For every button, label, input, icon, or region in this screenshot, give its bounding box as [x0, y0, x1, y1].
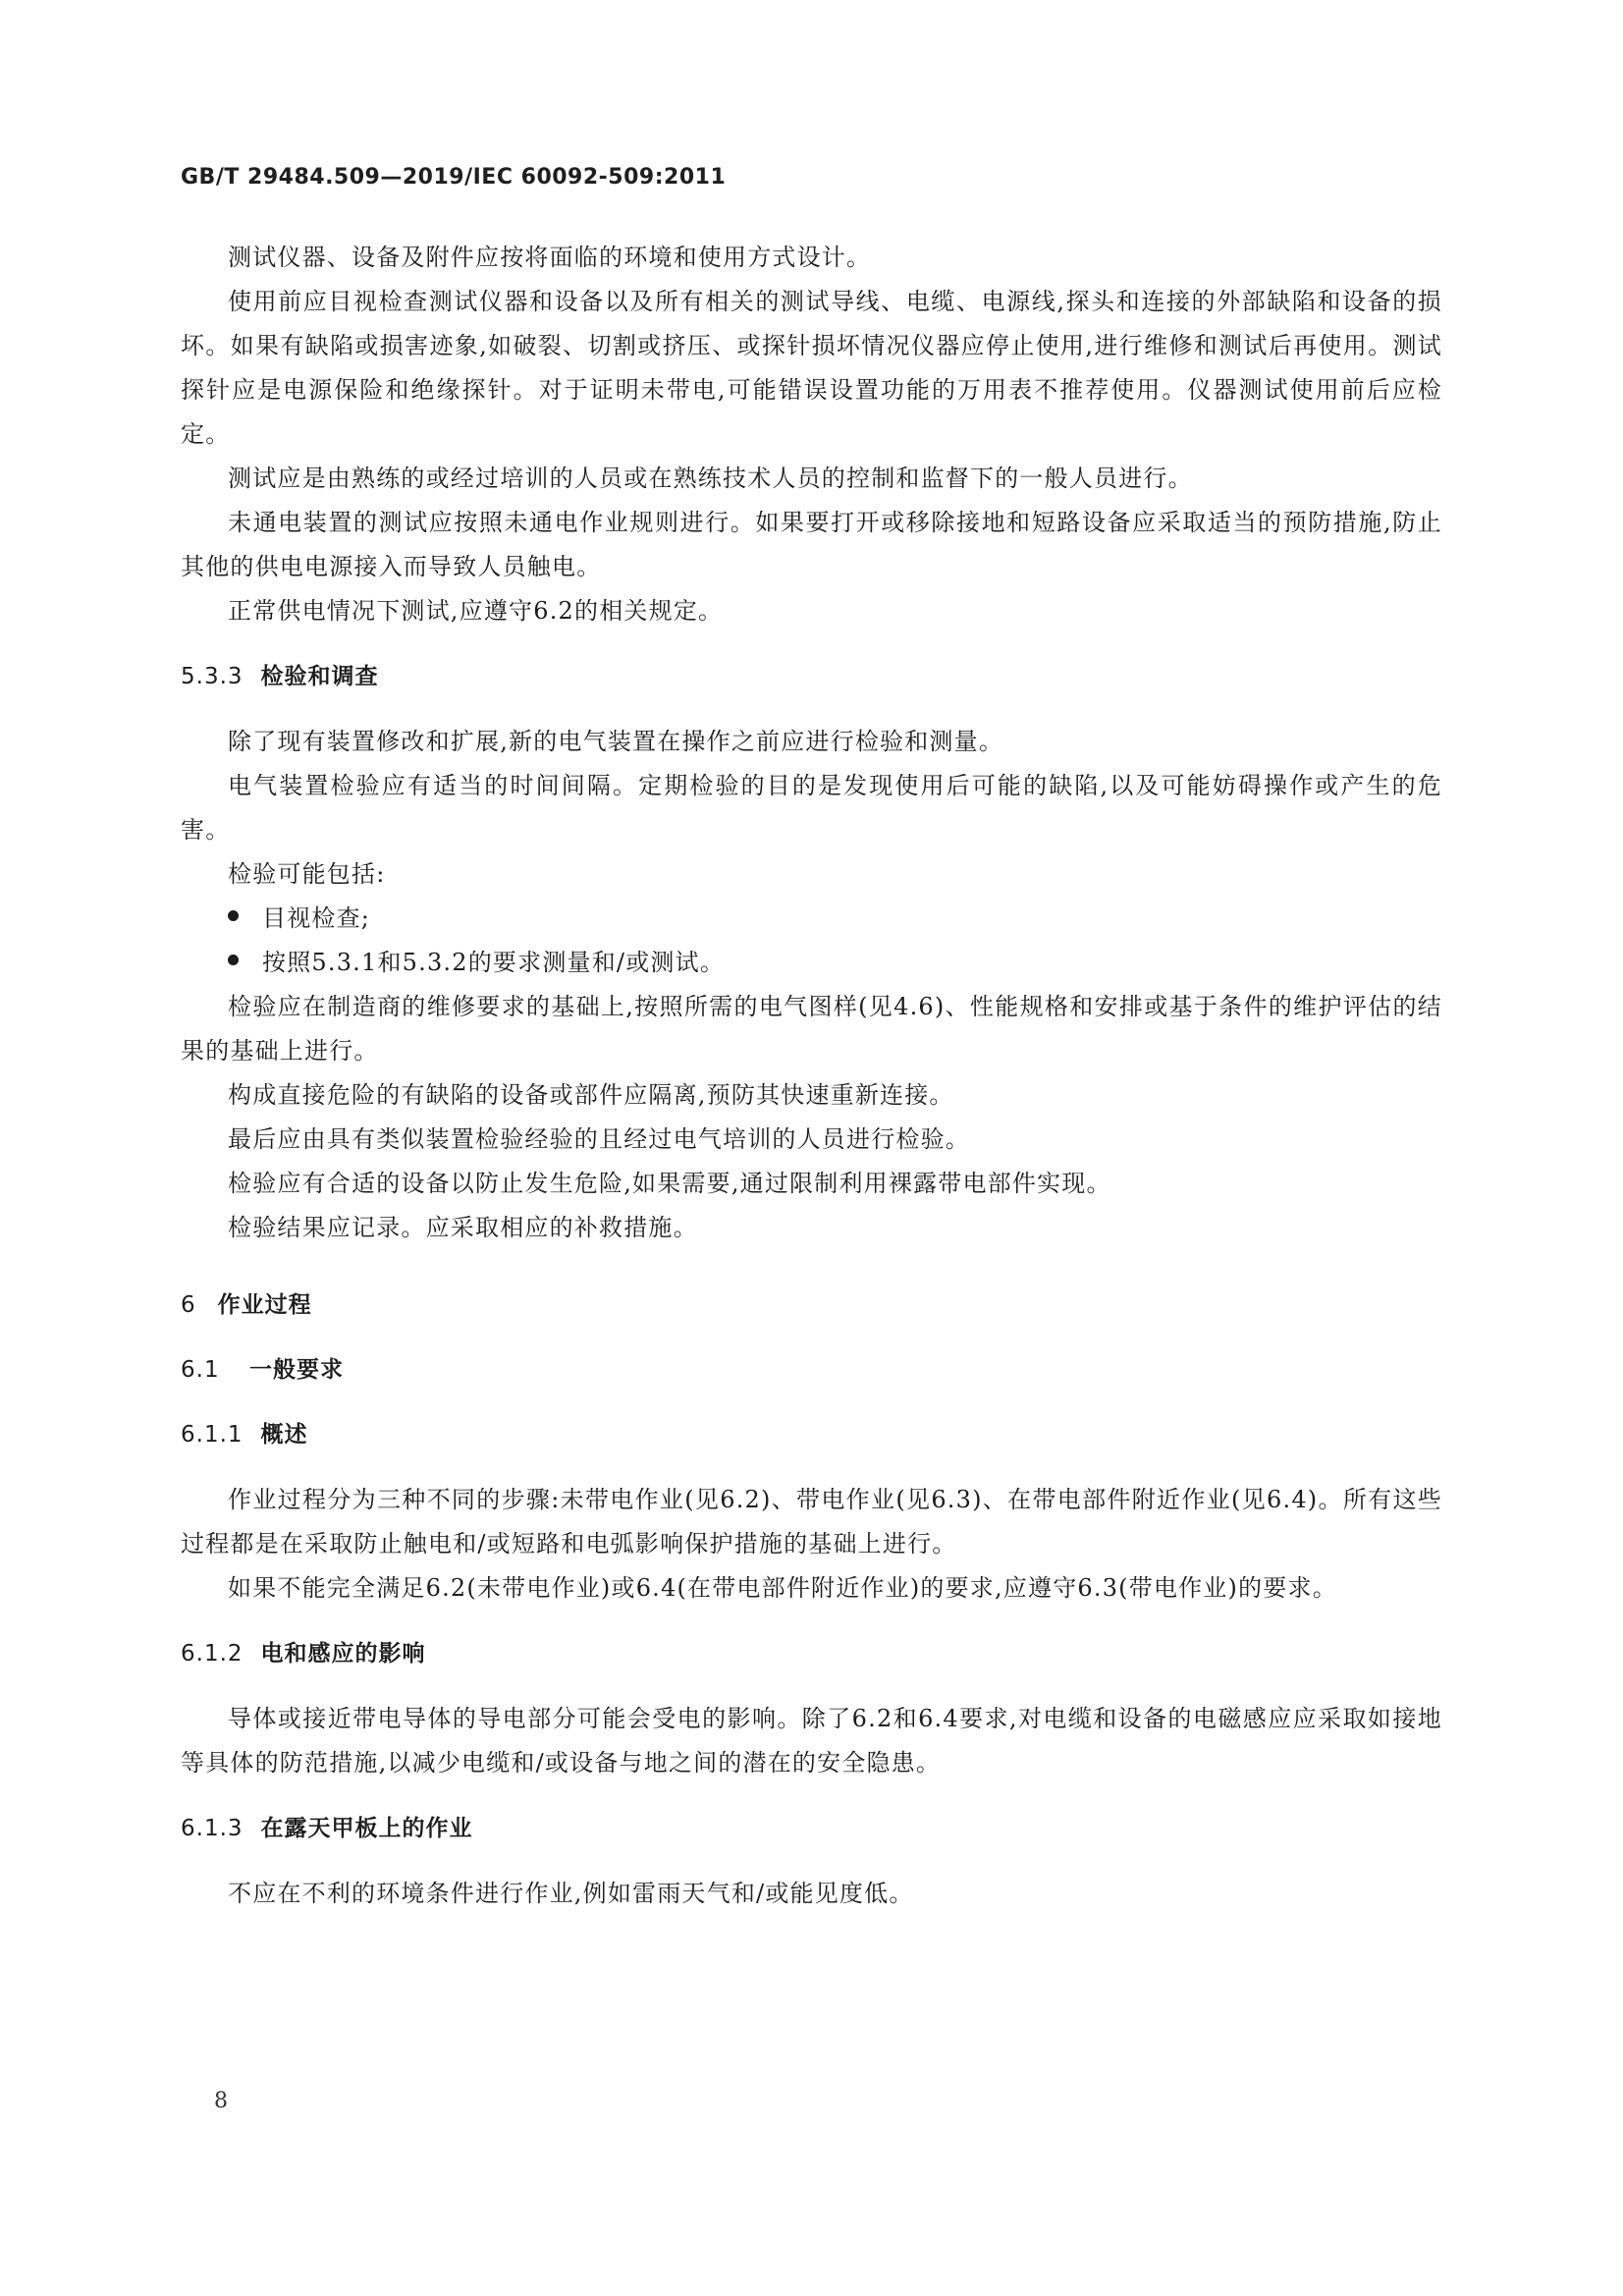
section-title: 作业过程	[217, 1292, 312, 1318]
section-number: 6	[181, 1292, 196, 1318]
page-number: 8	[214, 2089, 228, 2113]
paragraph: 除了现有装置修改和扩展,新的电气装置在操作之前应进行检验和测量。	[228, 728, 1004, 755]
list-item	[181, 941, 1442, 985]
paragraph: 导体或接近带电导体的导电部分可能会受电的影响。除了6.2和6.4要求,对电缆和设备的电磁感应应采取如接地等具体的防范措施,以减少电缆和/或设备与地之间的潜在的安全隐患。	[181, 1705, 1442, 1777]
list-item-text: 按照5.3.1和5.3.2的要求测量和/或测试。	[262, 949, 726, 976]
document-body	[181, 236, 1442, 1916]
section-title: 一般要求	[249, 1357, 344, 1383]
paragraph: 检验结果应记录。应采取相应的补救措施。	[228, 1214, 698, 1241]
section-title: 在露天甲板上的作业	[260, 1816, 473, 1841]
section-title: 检验和调查	[260, 664, 379, 689]
paragraph: 测试仪器、设备及附件应按将面临的环境和使用方式设计。	[228, 244, 872, 271]
paragraph: 测试应是由熟练的或经过培训的人员或在熟练技术人员的控制和监督下的一般人员进行。	[228, 465, 1193, 492]
paragraph: 正常供电情况下测试,应遵守6.2的相关规定。	[228, 597, 724, 625]
section-heading-6	[181, 1284, 1442, 1327]
document-id-header: GB/T 29484.509—2019/IEC 60092-509:2011	[181, 165, 727, 190]
section-heading-6-1	[181, 1348, 1442, 1392]
paragraph: 不应在不利的环境条件进行作业,例如雷雨天气和/或能见度低。	[228, 1880, 914, 1907]
list-item	[181, 897, 1442, 941]
section-heading-5-3-3	[181, 655, 1442, 698]
paragraph: 最后应由具有类似装置检验经验的且经过电气培训的人员进行检验。	[228, 1125, 970, 1153]
section-heading-6-1-3	[181, 1807, 1442, 1850]
section-number: 6.1.1	[181, 1422, 243, 1448]
bullet-icon	[228, 910, 239, 921]
section-number: 6.1	[181, 1357, 220, 1383]
paragraph: 电气装置检验应有适当的时间间隔。定期检验的目的是发现使用后可能的缺陷,以及可能妨碍操作或产生的危害。	[181, 772, 1442, 844]
paragraph: 使用前应目视检查测试仪器和设备以及所有相关的测试导线、电缆、电源线,探头和连接的外部缺陷和设备的损坏。如果有缺陷或损害迹象,如破裂、切割或挤压、或探针损坏情况仪器应停止使用,进行维修和测试后再使用。测试探针应是电源保险和绝缘探针。对于证明未带电,可能错误设置功能的万用表不推荐使用。仪器测试使用前后应检定。	[181, 288, 1442, 448]
paragraph: 检验可能包括:	[228, 860, 386, 888]
paragraph: 检验应在制造商的维修要求的基础上,按照所需的电气图样(见4.6)、性能规格和安排或基于条件的维护评估的结果的基础上进行。	[181, 993, 1442, 1065]
section-heading-6-1-1	[181, 1413, 1442, 1456]
paragraph: 作业过程分为三种不同的步骤:未带电作业(见6.2)、带电作业(见6.3)、在带电部件附近作业(见6.4)。所有这些过程都是在采取防止触电和/或短路和电弧影响保护措施的基础上进行。	[181, 1486, 1442, 1558]
list-item-text: 目视检查;	[262, 904, 371, 932]
paragraph: 构成直接危险的有缺陷的设备或部件应隔离,预防其快速重新连接。	[228, 1081, 954, 1109]
section-number: 6.1.3	[181, 1816, 243, 1841]
paragraph: 如果不能完全满足6.2(未带电作业)或6.4(在带电部件附近作业)的要求,应遵守6.3(带电作业)的要求。	[228, 1574, 1337, 1602]
bullet-icon	[228, 955, 239, 965]
section-number: 6.1.2	[181, 1641, 243, 1667]
section-number: 5.3.3	[181, 664, 243, 689]
section-title: 概述	[260, 1422, 308, 1448]
section-heading-6-1-2	[181, 1632, 1442, 1675]
paragraph: 未通电装置的测试应按照未通电作业规则进行。如果要打开或移除接地和短路设备应采取适当的预防措施,防止其他的供电电源接入而导致人员触电。	[181, 509, 1442, 580]
section-title: 电和感应的影响	[260, 1641, 426, 1667]
paragraph: 检验应有合适的设备以防止发生危险,如果需要,通过限制利用裸露带电部件实现。	[228, 1170, 1111, 1197]
